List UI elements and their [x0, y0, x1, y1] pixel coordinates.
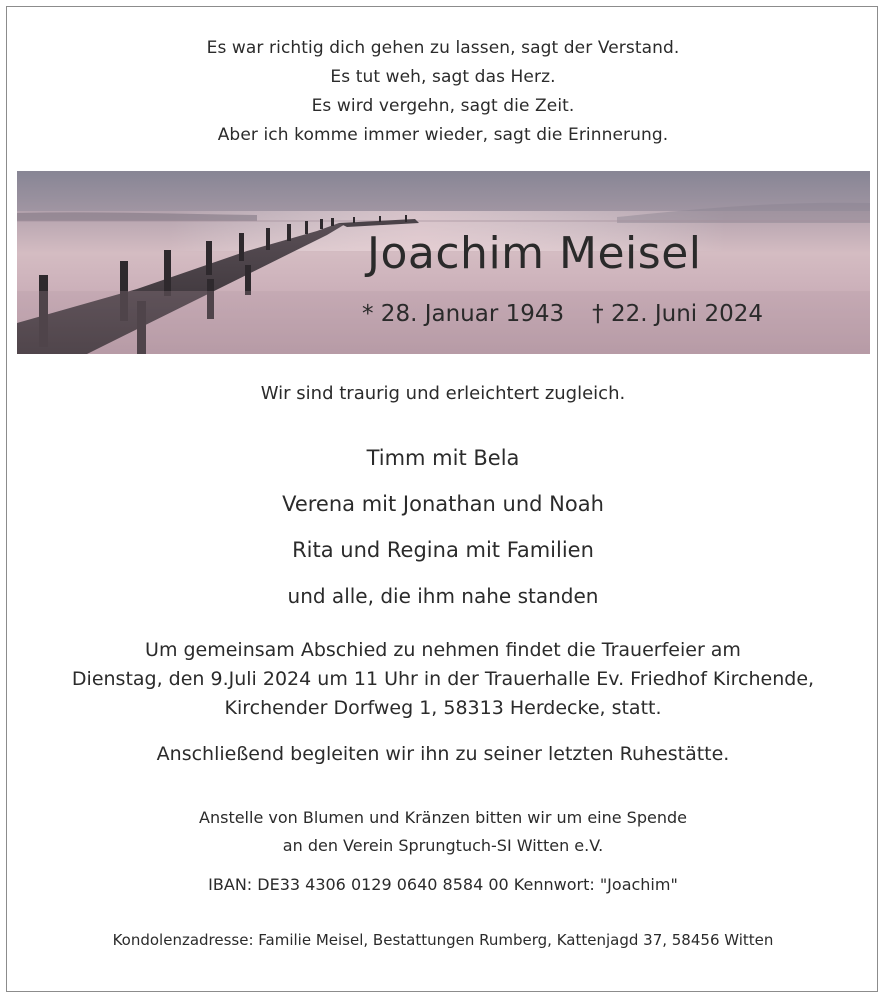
mourner-line: Verena mit Jonathan und Noah	[282, 492, 604, 516]
birth-date: * 28. Januar 1943	[362, 301, 565, 327]
death-date: † 22. Juni 2024	[592, 301, 764, 327]
poem-line: Es wird vergehn, sagt die Zeit.	[311, 96, 575, 116]
donation-request	[0, 804, 886, 860]
mourner-line: Rita und Regina mit Familien	[292, 538, 594, 562]
intro-line: Wir sind traurig und erleichtert zugleich.	[260, 383, 626, 404]
funeral-service-info	[0, 636, 886, 723]
donation-line: an den Verein Sprungtuch-SI Witten e.V.	[282, 836, 604, 855]
deceased-name: Joachim Meisel	[367, 228, 702, 279]
poem-line: Es tut weh, sagt das Herz.	[330, 67, 556, 87]
poem-line: Es war richtig dich gehen zu lassen, sagt der Verstand.	[206, 38, 680, 58]
poem-line: Aber ich komme immer wieder, sagt die Erinnerung.	[217, 125, 669, 145]
service-line: Kirchender Dorfweg 1, 58313 Herdecke, statt.	[224, 697, 662, 719]
mourners-list	[0, 440, 886, 624]
donation-line: Anstelle von Blumen und Kränzen bitten wir um eine Spende	[199, 808, 687, 827]
condolence-address: Kondolenzadresse: Familie Meisel, Bestattungen Rumberg, Kattenjagd 37, 58456 Witten	[112, 931, 774, 949]
life-dates	[362, 301, 763, 327]
iban-line: IBAN: DE33 4306 0129 0640 8584 00 Kennwort: "Joachim"	[208, 875, 678, 894]
poem	[0, 34, 886, 150]
mourner-line: und alle, die ihm nahe standen	[287, 584, 599, 608]
service-line: Um gemeinsam Abschied zu nehmen findet die Trauerfeier am	[145, 639, 741, 661]
service-line: Dienstag, den 9.Juli 2024 um 11 Uhr in der Trauerhalle Ev. Friedhof Kirchende,	[71, 668, 815, 690]
mourner-line: Timm mit Bela	[366, 446, 520, 470]
burial-note: Anschließend begleiten wir ihn zu seiner letzten Ruhestätte.	[156, 743, 730, 765]
